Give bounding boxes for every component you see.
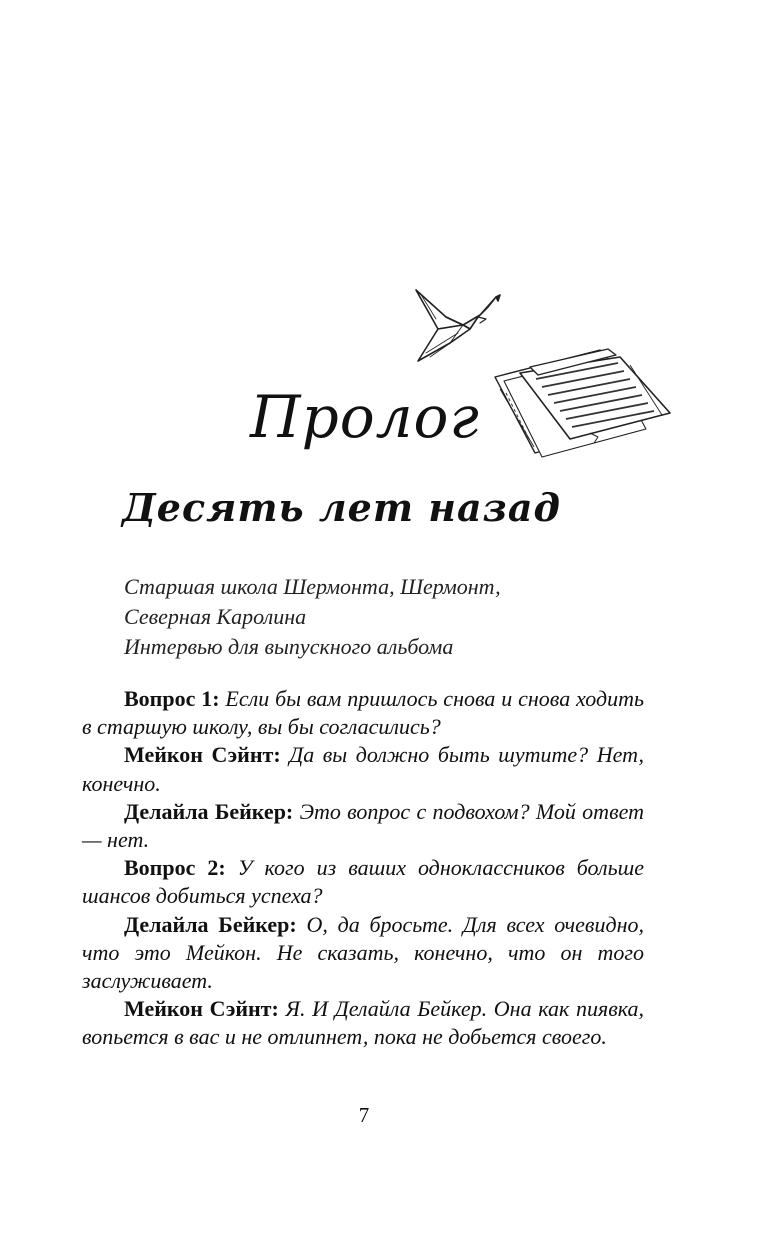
chapter-title: Пролог <box>250 383 480 451</box>
interview-body <box>82 685 644 1052</box>
chapter-subtitle: Десять лет назад <box>122 485 561 530</box>
speaker-label: Вопрос 1: <box>124 686 220 711</box>
speaker-label: Делайла Бейкер: <box>124 798 294 824</box>
speaker-label: Делайла Бейкер: <box>124 911 297 937</box>
speech-text: Это вопрос с подвохом? Мой ответ — нет. <box>82 798 644 853</box>
setting-line: Старшая школа Шермонта, Шермонт, <box>124 574 501 599</box>
speech-text: О, да бросьте. Для всех очевидно, что это Мейкон. Не сказать, конечно, что он того заслуживает. <box>82 911 644 994</box>
speech-text: У кого из ваших одноклассников больше шансов добиться успеха? <box>82 855 644 909</box>
interview-paragraph <box>82 798 644 854</box>
interview-paragraph <box>82 854 644 910</box>
interview-paragraph <box>82 911 644 996</box>
speech-text: Я. И Делайла Бейкер. Она как пиявка, вопьется в вас и не отлипнет, пока не добьется своего. <box>82 996 645 1050</box>
speaker-label: Мейкон Сэйнт: <box>124 996 279 1022</box>
interview-paragraph <box>82 741 644 797</box>
speech-text: Если бы вам пришлось снова и снова ходить в старшую школу, вы бы согласились? <box>82 686 645 740</box>
setting-line: Северная Каролина <box>124 604 307 629</box>
speaker-label: Вопрос 2: <box>124 855 226 881</box>
speech-text: Да вы должно быть шутите? Нет, конечно. <box>82 742 645 796</box>
setting-block <box>124 572 664 662</box>
speaker-label: Мейкон Сэйнт: <box>124 742 281 768</box>
interview-paragraph <box>82 685 644 741</box>
setting-line: Интервью для выпускного альбома <box>124 634 454 659</box>
interview-paragraph <box>82 995 644 1051</box>
page-number: 7 <box>358 1103 370 1127</box>
paper-stack-icon <box>490 345 680 460</box>
